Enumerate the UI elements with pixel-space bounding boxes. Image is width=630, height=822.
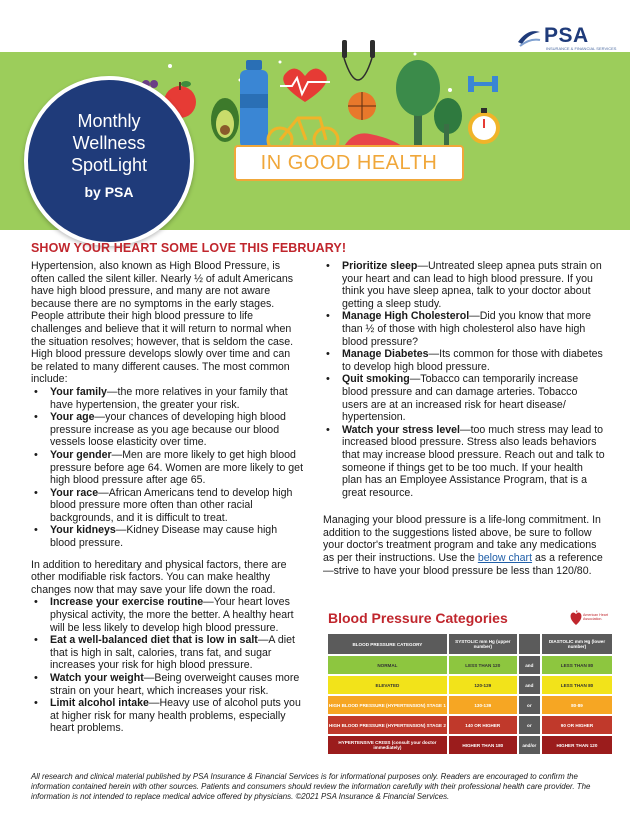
modifiable-intro: In addition to hereditary and physical factors, there are other modifiable risk factors. You can make healthy changes now that may save your life down the road. (31, 558, 287, 596)
dumbbell-icon (468, 76, 498, 92)
item-text: —Untreated sleep apnea puts strain on your heart and can lead to high blood pressure. If you think you have sleep apnea, talk to your doctor about getting a sleep study. (342, 260, 602, 310)
badge-by-psa: by PSA (84, 184, 134, 200)
item-label: Your kidneys (50, 524, 116, 537)
row-category: ELEVATED (328, 676, 447, 694)
closing-text-after: as a reference—strive to have your blood pressure be less than 120/80. (323, 552, 603, 577)
header-banner (0, 0, 630, 230)
jump-rope-icon (342, 40, 375, 80)
water-bottle-icon (240, 60, 268, 148)
row-join: and (519, 656, 540, 674)
list-item (31, 386, 303, 411)
stopwatch-icon (468, 108, 500, 144)
item-label: Increase your exercise routine (50, 596, 204, 609)
badge-line-wellness: Wellness (72, 133, 146, 153)
row-diastolic: HIGHER THAN 120 (542, 736, 612, 754)
item-label: Eat a well-balanced diet that is low in salt (50, 634, 258, 647)
row-systolic: LESS THAN 120 (449, 656, 517, 674)
item-label: Your race (50, 486, 99, 499)
aha-logo (569, 606, 609, 632)
item-text: —Heavy use of alcohol puts you at higher risk for many health problems, especially heart problems. (50, 697, 301, 735)
item-label: Quit smoking (342, 373, 410, 386)
list-item (31, 449, 303, 487)
item-label: Your age (50, 411, 95, 424)
list-item (323, 348, 605, 373)
table-row (328, 656, 612, 674)
header-join (519, 634, 540, 654)
item-text: —Its common for those with diabetes to develop high blood pressure. (342, 348, 603, 373)
badge-title (28, 110, 190, 176)
list-item (31, 634, 303, 672)
aha-logo-text: American Heart Association. (583, 613, 608, 621)
row-systolic: 120-129 (449, 676, 517, 694)
disclaimer-footer: All research and clinical material published by PSA Insurance & Financial Services is for informational purposes only. Readers are encouraged to confirm the information contained herein with other sources. Patients and consumers should review the information carefully with their professional health care provider. The information is not intended to replace medical advice offered by physicians. ©2021 PSA Insurance & Financial Services. (31, 772, 591, 801)
table-header-row (328, 634, 612, 654)
list-item (31, 596, 303, 634)
logo-wordmark: PSA (544, 24, 589, 47)
bp-categories-table (326, 632, 614, 756)
item-text: —Tobacco can temporarily increase blood pressure and can damage arteries. Tobacco users are at an increased risk for heart disease/ hypertension. (342, 373, 579, 424)
item-text: —your chances of developing high blood pressure increase as you age because our blood vessels loose elasticity over time. (50, 411, 286, 449)
item-label: Manage Diabetes (342, 348, 429, 361)
item-text: —Your heart loves physical activity, the more the better. A healthy heart will be less likely to develop high blood pressure. (50, 596, 294, 634)
row-join: or (519, 696, 540, 714)
basketball-icon (348, 92, 376, 120)
row-category: HIGH BLOOD PRESSURE (HYPERTENSION) STAGE 2 (328, 716, 447, 734)
item-label: Prioritize sleep (342, 260, 418, 272)
list-item (323, 260, 605, 310)
item-text: —Men are more likely to get high blood pressure before age 64. Women are more likely to get high blood pressure after age 65. (50, 448, 304, 487)
right-column (323, 260, 605, 577)
in-good-health-sign: IN GOOD HEALTH (234, 145, 464, 181)
row-diastolic: LESS THAN 80 (542, 656, 612, 674)
row-join: and/or (519, 736, 540, 754)
header-category: BLOOD PRESSURE CATEGORY (328, 634, 447, 654)
row-join: or (519, 716, 540, 734)
list-item (323, 373, 605, 423)
item-text: —too much stress may lead to increased blood pressure. Stress also leads behaviors that may increase blood pressure. Reach out and talk to someone if things get to be too much. If your health plan has an Employee Assistance Program, that is a great resource. (342, 423, 605, 499)
row-systolic: HIGHER THAN 180 (449, 736, 517, 754)
psa-logo[interactable] (516, 24, 616, 50)
bp-chart-title: Blood Pressure Categories (328, 610, 508, 626)
changes-list-left (31, 596, 303, 735)
row-category: HIGH BLOOD PRESSURE (HYPERTENSION) STAGE 1 (328, 696, 447, 714)
row-diastolic: LESS THAN 80 (542, 676, 612, 694)
table-row (328, 676, 612, 694)
row-diastolic: 90 OR HIGHER (542, 716, 612, 734)
list-item (323, 424, 605, 500)
row-category: NORMAL (328, 656, 447, 674)
item-label: Limit alcohol intake (50, 697, 149, 710)
closing-paragraph (323, 514, 605, 577)
table-row (328, 716, 612, 734)
item-text: —Kidney Disease may cause high blood pressure. (50, 524, 278, 550)
article-headline: SHOW YOUR HEART SOME LOVE THIS FEBRUARY! (31, 241, 347, 255)
badge-line-spotlight: SpotLight (70, 155, 148, 175)
item-text: —Being overweight causes more strain on your heart, which increases your risk. (50, 672, 300, 697)
item-text: —A diet that is high in salt, calories, trans fat, and sugar increases your risk for high blood pressure. (50, 634, 295, 672)
item-label: Your gender (50, 448, 112, 461)
item-label: Manage High Cholesterol (342, 310, 470, 323)
item-text: —African Americans tend to develop high blood pressure more often than other racial backgrounds, and it is difficult to treat. (50, 486, 293, 524)
item-label: Your family (50, 385, 107, 398)
row-systolic: 140 OR HIGHER (449, 716, 517, 734)
logo-tagline: INSURANCE & FINANCIAL SERVICES (546, 46, 617, 51)
item-text: —the more relatives in your family that have hypertension, the greater your risk. (50, 385, 288, 411)
below-chart-link[interactable]: below chart (477, 552, 533, 565)
intro-paragraph: Hypertension, also known as High Blood Pressure, is often called the silent killer. Nearly ½ of adult Americans have high blood pressure, and many are not aware because there are no symptoms in the early stages. People attribute their high blood pressure to life challenges and believe that it will return to normal when the situation resolves; however, that is seldom the case. High blood pressure develops slowly over time and can be related to many different causes. The most common include: (31, 260, 294, 386)
header-systolic: SYSTOLIC mm Hg (upper number) (449, 634, 517, 654)
row-category: HYPERTENSIVE CRISIS (consult your doctor immediately) (328, 736, 447, 754)
heart-torch-icon (569, 609, 583, 627)
list-item (31, 524, 303, 549)
closing-text-before: Managing your blood pressure is a life-long commitment. In addition to the suggestions listed above, be sure to follow your doctor's treatment program and take any medications as per their instructions. Use the (323, 514, 601, 565)
avocado-icon (211, 98, 239, 142)
badge-line-monthly: Monthly (77, 111, 141, 131)
list-item (31, 672, 303, 697)
blood-pressure-chart (326, 606, 614, 754)
row-join: and (519, 676, 540, 694)
row-diastolic: 80-89 (542, 696, 612, 714)
changes-list-right (323, 260, 605, 499)
item-text: —Did you know that more than ½ of those with high cholesterol also have high blood pressure? (342, 310, 592, 348)
psa-logo-icon (516, 26, 542, 48)
causes-list (31, 386, 303, 550)
list-item (31, 411, 303, 449)
item-label: Watch your stress level (342, 423, 460, 436)
list-item (31, 487, 303, 525)
heart-rate-icon (280, 68, 330, 102)
list-item (323, 310, 605, 348)
monthly-wellness-badge (24, 76, 194, 246)
table-row (328, 736, 612, 754)
item-label: Watch your weight (50, 672, 144, 684)
header-diastolic: DIASTOLIC mm Hg (lower number) (542, 634, 612, 654)
row-systolic: 130-139 (449, 696, 517, 714)
list-item (31, 697, 303, 735)
table-row (328, 696, 612, 714)
left-column (31, 260, 303, 735)
